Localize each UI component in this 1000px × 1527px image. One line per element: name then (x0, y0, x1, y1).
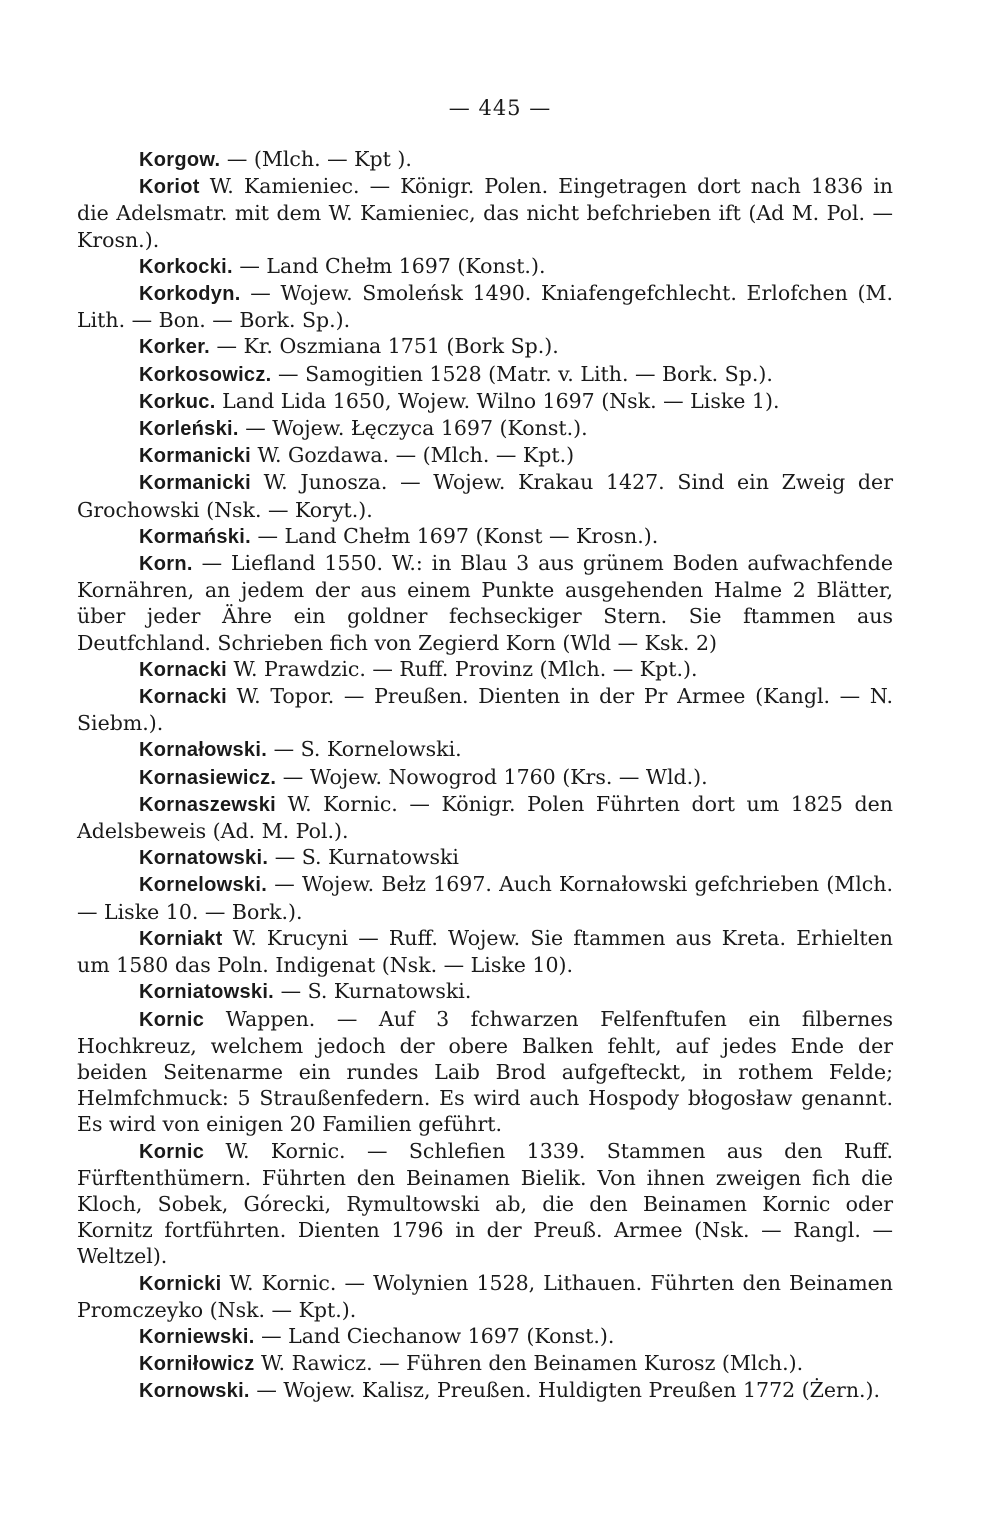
entry-text: — Liefland 1550. W.: in Blau 3 aus grünem Boden aufwachfende Kornähren, an jedem der aus einem Punkte ausgehenden Halme 2 Blätter, über jeder Ähre ein goldner fechseckiger Stern. Sie ftammen aus Deutfchland. Schrieben fich von Zegierd Korn (Wld — Ksk. 2) (77, 551, 893, 655)
entry-headword: Korkodyn. (139, 283, 241, 306)
entry-text: — Land Chełm 1697 (Konst — Krosn.). (250, 523, 659, 548)
entry (77, 736, 893, 763)
entry-text: — Land Chełm 1697 (Konst.). (232, 253, 546, 278)
entry-headword: Korleński. (139, 418, 239, 441)
entry-text: W. Kornic. — Schlefien 1339. Stammen aus den Ruff. Fürftenthümern. Führten den Beinamen Bielik. Von ihnen zweigen fich die Kloch, Sobek, Górecki, Rymultowski ab, die den Beinamen Kornic oder Kornitz fortführten. Dienten 1796 in der Preuß. Armee (Nsk. — Rangl. — Weltzel). (77, 1138, 893, 1269)
entry-headword: Kornasiewicz. (139, 766, 277, 789)
entry (77, 253, 893, 280)
entry-headword: Kornicki (139, 1272, 222, 1295)
entry-text: W. Junosza. — Wojew. Krakau 1427. Sind ein Zweig der Grochowski (Nsk. — Koryt.). (77, 470, 893, 522)
entry-text: W. Rawicz. — Führen den Beinamen Kurosz (Mlch.). (254, 1351, 804, 1376)
entry-headword: Kornałowski. (139, 739, 268, 762)
entry (77, 978, 893, 1005)
entry (77, 550, 893, 656)
entry-text: W. Krucyni — Ruff. Wojew. Sie ftammen aus Kreta. Erhielten um 1580 das Poln. Indigenat (Nsk. — Liske 10). (77, 925, 893, 978)
entry (77, 844, 893, 871)
entry-text: — Land Ciechanow 1697 (Konst.). (254, 1323, 615, 1348)
entry (77, 656, 893, 683)
entry (77, 1006, 893, 1138)
entry-headword: Korniłowicz (139, 1353, 255, 1376)
entry-headword: Kornic (139, 1140, 205, 1163)
entry-text: — (Mlch. — Kpt ). (220, 147, 412, 171)
entry-headword: Korkuc. (139, 390, 216, 413)
entry-headword: Korkosowicz. (139, 363, 272, 386)
entry (77, 764, 893, 791)
entry (77, 361, 893, 388)
entry-text: W. Topor. — Preußen. Dienten in der Pr Armee (Kangl. — N. Siebm.). (77, 684, 893, 736)
entry (77, 1350, 893, 1377)
entry-text: — Kr. Oszmiana 1751 (Bork Sp.). (210, 334, 559, 359)
entry-headword: Korniatowski. (139, 981, 275, 1004)
entry (77, 146, 893, 173)
entry-text: — Wojew. Kalisz, Preußen. Huldigten Preußen 1772 (Żern.). (249, 1378, 881, 1403)
entry-headword: Kornowski. (139, 1380, 250, 1403)
entry (77, 1270, 893, 1323)
entry-headword: Kormanicki (139, 472, 251, 495)
entry (77, 1323, 893, 1350)
entry-headword: Kornacki (139, 658, 227, 681)
entry-text: Wappen. — Auf 3 fchwarzen Felfenftufen ein filbernes Hochkreuz, welchem jedoch der obere Balken fehlt, auf jedes Ende der beiden Seitenarme ein rundes Laib Brod aufgefteckt, in rothem Felde; Helmfchmuck: 5 Straußenfedern. Es wird auch Hospody błogosław genannt. Es wird von einigen 20 Familien geführt. (77, 1006, 893, 1137)
entry-headword: Kormański. (139, 525, 251, 548)
entry-text: — Wojew. Łęczyca 1697 (Konst.). (238, 416, 588, 441)
entry (77, 388, 893, 415)
entry (77, 925, 893, 978)
entry-text: W. Kornic. — Wolynien 1528, Lithauen. Führten den Beinamen Promczeyko (Nsk. — Kpt.). (77, 1270, 893, 1322)
entry-text: — Wojew. Smoleńsk 1490. Kniafengefchlecht. Erlofchen (M. Lith. — Bon. — Bork. Sp.). (77, 281, 893, 333)
entry-headword: Korniakt (139, 927, 223, 950)
entry-text: — S. Kurnatowski. (274, 979, 472, 1004)
entry-headword: Kornaszewski (139, 793, 276, 816)
entry-headword: Kornacki (139, 686, 227, 709)
entry-text: — Samogitien 1528 (Matr. v. Lith. — Bork. Sp.). (271, 361, 773, 386)
entry-text: — S. Kornelowski. (267, 737, 462, 762)
entry-headword: Korniewski. (139, 1325, 255, 1348)
entry-text: W. Prawdzic. — Ruff. Provinz (Mlch. — Kpt.). (227, 656, 698, 681)
page-number: — 445 — (448, 96, 552, 120)
entry-text: Land Lida 1650, Wojew. Wilno 1697 (Nsk. — Liske 1). (215, 388, 780, 413)
entry (77, 871, 893, 924)
entry (77, 469, 893, 522)
entry-headword: Kornelowski. (139, 874, 268, 897)
entry-text: — Wojew. Nowogrod 1760 (Krs. — Wld.). (276, 764, 708, 789)
entry-headword: Korker. (139, 336, 211, 359)
entry-headword: Korn. (139, 553, 193, 576)
dictionary-entries (77, 146, 893, 1405)
entry (77, 1377, 893, 1404)
entry (77, 683, 893, 736)
entry-text: W. Kornic. — Königr. Polen Führten dort um 1825 den Adelsbeweis (Ad. M. Pol.). (77, 791, 893, 844)
entry (77, 442, 893, 469)
entry-headword: Korgow. (139, 149, 221, 171)
entry-text: — Wojew. Bełz 1697. Auch Kornałowski gefchrieben (Mlch. — Liske 10. — Bork.). (77, 872, 893, 924)
entry-text: — S. Kurnatowski (268, 845, 459, 870)
entry-text: W. Gozdawa. — (Mlch. — Kpt.) (250, 443, 575, 468)
entry-headword: Kormanicki (139, 445, 251, 468)
entry-headword: Korkocki. (139, 255, 233, 278)
entry (77, 523, 893, 550)
entry (77, 280, 893, 333)
entry (77, 791, 893, 844)
entry-headword: Kornic (139, 1008, 205, 1031)
entry (77, 1138, 893, 1270)
entry-text: W. Kamieniec. — Königr. Polen. Eingetragen dort nach 1836 in die Adelsmatr. mit dem W. Kamieniec, das nicht befchrieben ift (Ad M. Pol. — Krosn.). (77, 174, 893, 252)
entry-headword: Koriot (139, 176, 200, 199)
entry (77, 173, 893, 253)
entry (77, 333, 893, 360)
entry (77, 415, 893, 442)
entry-headword: Kornatowski. (139, 847, 269, 870)
